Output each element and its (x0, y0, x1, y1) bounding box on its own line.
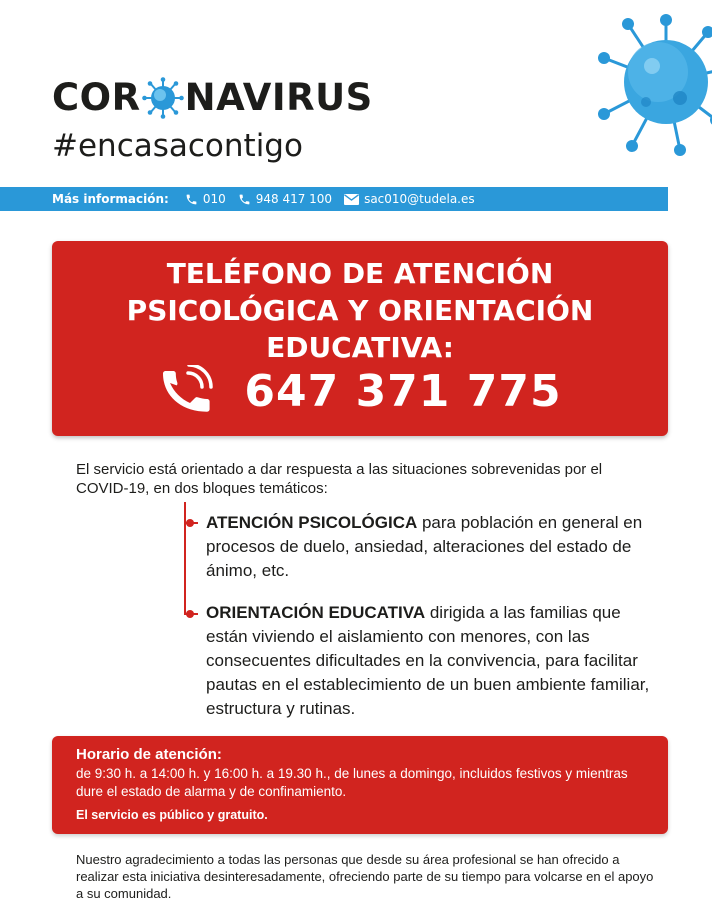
info-email[interactable] (344, 192, 475, 206)
schedule-footer: El servicio es público y gratuito. (76, 808, 268, 822)
info-label: Más información: (52, 192, 169, 206)
info-phone-main-text: 948 417 100 (255, 192, 333, 206)
hashtag-tagline: #encasacontigo (52, 128, 303, 164)
phone-icon (185, 193, 198, 206)
bullet-psychological-title: ATENCIÓN PSICOLÓGICA (206, 513, 418, 532)
brand-title-right: NAVIRUS (184, 76, 373, 119)
bullet-connector (186, 522, 198, 524)
schedule-heading: Horario de atención: (76, 746, 222, 763)
bullet-educational (206, 601, 666, 721)
info-phone-010[interactable] (185, 192, 226, 206)
schedule-box (52, 736, 668, 834)
intro-text: El servicio está orientado a dar respuesta a las situaciones sobrevenidas por el COVID-19, en dos bloques temáticos: (76, 461, 603, 497)
info-email-text: sac010@tudela.es (364, 192, 475, 206)
helpline-phone-number: 647 371 775 (244, 365, 562, 417)
bullet-educational-title: ORIENTACIÓN EDUCATIVA (206, 603, 426, 622)
helpline-phone-row[interactable] (52, 365, 668, 417)
virus-icon (142, 77, 184, 119)
info-phone-main[interactable] (238, 192, 332, 206)
helpline-title-line3: EDUCATIVA: (266, 331, 454, 364)
helpline-panel (52, 241, 668, 436)
helpline-title-line1: TELÉFONO DE ATENCIÓN (166, 257, 554, 290)
info-bar (0, 187, 668, 211)
helpline-title-line2: PSICOLÓGICA Y ORIENTACIÓN (126, 294, 594, 327)
bullet-connector-line (184, 502, 186, 614)
virus-illustration-icon (596, 10, 712, 160)
bullet-connector (184, 613, 198, 615)
bullet-educational-text: dirigida a las familias que están viviendo el aislamiento con menores, con las consecuentes dificultades en la convivencia, para facilitar pautas en el establecimiento de un buen ambiente familiar, estructura y rutinas. (206, 603, 650, 718)
brand-title (52, 76, 373, 119)
bullet-psychological-text: para población en general en procesos de duelo, ansiedad, alteraciones del estado de ánimo, etc. (206, 513, 643, 580)
phone-icon (238, 193, 251, 206)
info-phone-010-text: 010 (202, 192, 226, 206)
helpline-title (52, 255, 668, 366)
thanks-text: Nuestro agradecimiento a todas las personas que desde su área profesional se han ofrecido a realizar esta iniciativa desinteresadamente, ofreciendo parte de su tiempo para volcarse en el apoyo a su comunidad. (76, 852, 654, 901)
brand-title-left: COR (52, 76, 141, 119)
schedule-text: de 9:30 h. a 14:00 h. y 16:00 h. a 19.30 h., de lunes a domingo, incluidos festivos y mientras dure el estado de alarma y de confinamiento. (76, 766, 628, 799)
phone-ringing-icon (158, 365, 214, 417)
bullet-psychological (206, 511, 666, 583)
envelope-icon (344, 194, 359, 205)
